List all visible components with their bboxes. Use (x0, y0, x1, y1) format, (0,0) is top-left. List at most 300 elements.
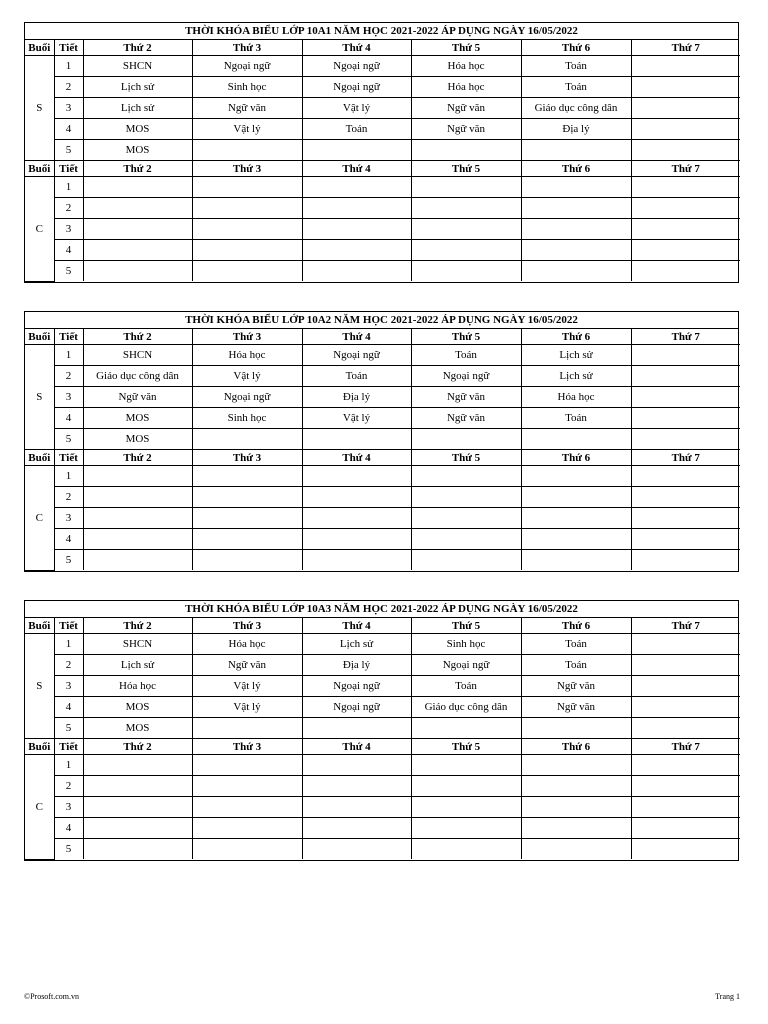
timetable-title: THỜI KHÓA BIỂU LỚP 10A3 NĂM HỌC 2021-2022 ÁP DỤNG NGÀY 16/05/2022 (25, 601, 738, 618)
subject-cell (631, 797, 740, 818)
subject-cell (411, 429, 521, 450)
subject-cell (521, 198, 631, 219)
period-number: 2 (54, 366, 83, 387)
subject-cell: Toán (521, 56, 631, 77)
subject-cell (192, 550, 302, 571)
subject-cell: Hóa học (411, 77, 521, 98)
header-row (25, 40, 740, 56)
subject-cell (83, 240, 192, 261)
subject-cell: Ngữ văn (521, 676, 631, 697)
subject-cell (631, 261, 740, 282)
subject-cell: Lịch sử (83, 98, 192, 119)
column-header: Thứ 4 (302, 618, 411, 634)
subject-cell (302, 240, 411, 261)
subject-cell: Ngoại ngữ (302, 345, 411, 366)
subject-cell: Ngoại ngữ (411, 655, 521, 676)
subject-cell (192, 755, 302, 776)
subject-cell: Toán (521, 408, 631, 429)
subject-cell (521, 508, 631, 529)
subject-cell (192, 776, 302, 797)
subject-cell (83, 550, 192, 571)
period-number: 2 (54, 77, 83, 98)
period-number: 1 (54, 56, 83, 77)
period-row (25, 776, 740, 797)
subject-cell: Ngữ văn (411, 98, 521, 119)
period-number: 2 (54, 655, 83, 676)
subject-cell (521, 140, 631, 161)
subject-cell: Vật lý (192, 676, 302, 697)
column-header: Tiết (54, 161, 83, 177)
subject-cell (631, 466, 740, 487)
subject-cell (192, 240, 302, 261)
subject-cell: MOS (83, 408, 192, 429)
column-header: Thứ 3 (192, 40, 302, 56)
column-header: Buổi (25, 618, 54, 634)
period-row (25, 634, 740, 655)
period-number: 3 (54, 508, 83, 529)
column-header: Thứ 7 (631, 161, 740, 177)
column-header: Thứ 5 (411, 739, 521, 755)
subject-cell: MOS (83, 140, 192, 161)
period-row (25, 697, 740, 718)
subject-cell (83, 529, 192, 550)
subject-cell (631, 198, 740, 219)
subject-cell (631, 776, 740, 797)
subject-cell (192, 818, 302, 839)
period-number: 4 (54, 818, 83, 839)
period-row (25, 177, 740, 198)
session-cell: C (25, 177, 54, 282)
column-header: Thứ 3 (192, 739, 302, 755)
subject-cell (192, 487, 302, 508)
column-header: Thứ 2 (83, 40, 192, 56)
subject-cell (521, 776, 631, 797)
subject-cell: MOS (83, 697, 192, 718)
column-header: Thứ 4 (302, 161, 411, 177)
subject-cell: Toán (302, 119, 411, 140)
period-row (25, 387, 740, 408)
period-row (25, 550, 740, 571)
timetable-title: THỜI KHÓA BIỂU LỚP 10A1 NĂM HỌC 2021-2022 ÁP DỤNG NGÀY 16/05/2022 (25, 23, 738, 40)
subject-cell: Ngữ văn (83, 387, 192, 408)
period-number: 4 (54, 529, 83, 550)
subject-cell (302, 466, 411, 487)
subject-cell: Giáo dục công dân (521, 98, 631, 119)
column-header: Thứ 6 (521, 739, 631, 755)
column-header: Buổi (25, 450, 54, 466)
column-header: Tiết (54, 329, 83, 345)
subject-cell (192, 839, 302, 860)
subject-cell: Ngữ văn (192, 98, 302, 119)
subject-cell (302, 177, 411, 198)
subject-cell (521, 718, 631, 739)
subject-cell: Vật lý (192, 697, 302, 718)
period-row (25, 140, 740, 161)
period-number: 5 (54, 839, 83, 860)
header-row (25, 450, 740, 466)
subject-cell (631, 550, 740, 571)
subject-cell (521, 466, 631, 487)
period-row (25, 429, 740, 450)
subject-cell: Giáo dục công dân (83, 366, 192, 387)
column-header: Thứ 6 (521, 618, 631, 634)
subject-cell: Hóa học (83, 676, 192, 697)
subject-cell (631, 655, 740, 676)
column-header: Thứ 4 (302, 450, 411, 466)
subject-cell (192, 718, 302, 739)
subject-cell (302, 550, 411, 571)
subject-cell (302, 487, 411, 508)
subject-cell (302, 818, 411, 839)
period-row (25, 676, 740, 697)
subject-cell (521, 839, 631, 860)
column-header: Thứ 2 (83, 450, 192, 466)
period-number: 3 (54, 797, 83, 818)
subject-cell (192, 466, 302, 487)
header-row (25, 739, 740, 755)
column-header: Tiết (54, 450, 83, 466)
period-number: 5 (54, 140, 83, 161)
column-header: Buổi (25, 40, 54, 56)
subject-cell (521, 755, 631, 776)
period-number: 3 (54, 676, 83, 697)
subject-cell (83, 797, 192, 818)
subject-cell (631, 508, 740, 529)
timetable-block (24, 22, 739, 283)
column-header: Thứ 3 (192, 161, 302, 177)
subject-cell: Vật lý (302, 408, 411, 429)
subject-cell (631, 487, 740, 508)
subject-cell: MOS (83, 429, 192, 450)
subject-cell (521, 261, 631, 282)
subject-cell (521, 797, 631, 818)
column-header: Thứ 5 (411, 40, 521, 56)
period-number: 3 (54, 387, 83, 408)
subject-cell (631, 177, 740, 198)
subject-cell: Vật lý (192, 366, 302, 387)
column-header: Buổi (25, 161, 54, 177)
subject-cell: Ngoại ngữ (411, 366, 521, 387)
subject-cell (302, 755, 411, 776)
subject-cell: MOS (83, 718, 192, 739)
subject-cell (83, 177, 192, 198)
subject-cell: SHCN (83, 634, 192, 655)
column-header: Buổi (25, 329, 54, 345)
period-number: 5 (54, 261, 83, 282)
subject-cell: Ngữ văn (411, 408, 521, 429)
subject-cell (192, 529, 302, 550)
subject-cell (83, 219, 192, 240)
subject-cell: Ngữ văn (192, 655, 302, 676)
subject-cell: Ngữ văn (411, 387, 521, 408)
subject-cell: Địa lý (521, 119, 631, 140)
subject-cell (521, 550, 631, 571)
subject-cell: Lịch sử (521, 366, 631, 387)
period-row (25, 487, 740, 508)
column-header: Thứ 2 (83, 161, 192, 177)
subject-cell: Ngoại ngữ (192, 56, 302, 77)
subject-cell (302, 140, 411, 161)
subject-cell (192, 177, 302, 198)
subject-cell (83, 487, 192, 508)
subject-cell (631, 718, 740, 739)
subject-cell (83, 755, 192, 776)
subject-cell (83, 261, 192, 282)
period-number: 5 (54, 429, 83, 450)
column-header: Tiết (54, 40, 83, 56)
subject-cell (411, 140, 521, 161)
subject-cell (83, 198, 192, 219)
subject-cell (411, 818, 521, 839)
period-row (25, 240, 740, 261)
period-number: 2 (54, 487, 83, 508)
column-header: Buổi (25, 739, 54, 755)
subject-cell (411, 529, 521, 550)
subject-cell (302, 508, 411, 529)
period-number: 1 (54, 345, 83, 366)
column-header: Thứ 5 (411, 450, 521, 466)
subject-cell (521, 487, 631, 508)
column-header: Thứ 4 (302, 40, 411, 56)
subject-cell: Ngữ văn (521, 697, 631, 718)
column-header: Thứ 2 (83, 618, 192, 634)
subject-cell (631, 387, 740, 408)
column-header: Thứ 2 (83, 329, 192, 345)
session-cell: C (25, 755, 54, 860)
subject-cell: Địa lý (302, 655, 411, 676)
subject-cell: Lịch sử (83, 77, 192, 98)
subject-cell: Ngoại ngữ (192, 387, 302, 408)
subject-cell (631, 818, 740, 839)
period-row (25, 529, 740, 550)
subject-cell (631, 98, 740, 119)
subject-cell (631, 219, 740, 240)
period-number: 2 (54, 198, 83, 219)
subject-cell (521, 219, 631, 240)
column-header: Thứ 2 (83, 739, 192, 755)
subject-cell (411, 198, 521, 219)
subject-cell (411, 508, 521, 529)
period-row (25, 755, 740, 776)
period-number: 5 (54, 550, 83, 571)
subject-cell (411, 240, 521, 261)
subject-cell: Địa lý (302, 387, 411, 408)
column-header: Thứ 5 (411, 329, 521, 345)
subject-cell: Ngoại ngữ (302, 676, 411, 697)
subject-cell (631, 345, 740, 366)
subject-cell: Sinh học (192, 77, 302, 98)
subject-cell: Hóa học (192, 634, 302, 655)
subject-cell (631, 56, 740, 77)
subject-cell (411, 261, 521, 282)
subject-cell (631, 366, 740, 387)
column-header: Tiết (54, 618, 83, 634)
subject-cell (411, 487, 521, 508)
subject-cell (411, 219, 521, 240)
subject-cell (631, 676, 740, 697)
period-number: 1 (54, 466, 83, 487)
period-number: 4 (54, 408, 83, 429)
period-row (25, 366, 740, 387)
period-number: 2 (54, 776, 83, 797)
subject-cell: Lịch sử (83, 655, 192, 676)
period-row (25, 198, 740, 219)
header-row (25, 618, 740, 634)
session-cell: C (25, 466, 54, 571)
period-number: 4 (54, 697, 83, 718)
timetable-block (24, 600, 739, 861)
column-header: Thứ 3 (192, 329, 302, 345)
header-row (25, 161, 740, 177)
subject-cell (302, 529, 411, 550)
period-row (25, 718, 740, 739)
subject-cell (631, 240, 740, 261)
period-number: 3 (54, 219, 83, 240)
subject-cell: Toán (521, 655, 631, 676)
timetable-grid (25, 329, 740, 571)
subject-cell (302, 219, 411, 240)
subject-cell: Ngoại ngữ (302, 77, 411, 98)
subject-cell: MOS (83, 119, 192, 140)
period-number: 5 (54, 718, 83, 739)
subject-cell (302, 429, 411, 450)
subject-cell (411, 839, 521, 860)
subject-cell: Vật lý (302, 98, 411, 119)
subject-cell: Sinh học (192, 408, 302, 429)
subject-cell: Toán (411, 345, 521, 366)
subject-cell (83, 818, 192, 839)
footer-copyright: ©Prosoft.com.vn (24, 992, 79, 1001)
period-row (25, 797, 740, 818)
timetable-title: THỜI KHÓA BIỂU LỚP 10A2 NĂM HỌC 2021-2022 ÁP DỤNG NGÀY 16/05/2022 (25, 312, 738, 329)
subject-cell: Toán (302, 366, 411, 387)
subject-cell: Ngoại ngữ (302, 56, 411, 77)
footer-page-number: Trang 1 (715, 992, 740, 1001)
subject-cell (521, 529, 631, 550)
column-header: Thứ 3 (192, 618, 302, 634)
period-row (25, 508, 740, 529)
subject-cell (83, 839, 192, 860)
period-row (25, 839, 740, 860)
column-header: Thứ 4 (302, 329, 411, 345)
subject-cell (631, 408, 740, 429)
column-header: Thứ 7 (631, 739, 740, 755)
subject-cell: Giáo dục công dân (411, 697, 521, 718)
subject-cell (302, 839, 411, 860)
period-row (25, 219, 740, 240)
subject-cell (192, 198, 302, 219)
session-cell: S (25, 345, 54, 450)
subject-cell: Toán (521, 77, 631, 98)
period-number: 1 (54, 634, 83, 655)
subject-cell (631, 697, 740, 718)
subject-cell: SHCN (83, 56, 192, 77)
subject-cell (631, 140, 740, 161)
period-number: 4 (54, 240, 83, 261)
period-row (25, 98, 740, 119)
subject-cell (411, 718, 521, 739)
subject-cell (521, 240, 631, 261)
timetable-grid (25, 618, 740, 860)
column-header: Thứ 7 (631, 40, 740, 56)
subject-cell (411, 755, 521, 776)
timetable-block (24, 311, 739, 572)
subject-cell: Toán (521, 634, 631, 655)
subject-cell (411, 550, 521, 571)
subject-cell: Vật lý (192, 119, 302, 140)
subject-cell (411, 466, 521, 487)
header-row (25, 329, 740, 345)
subject-cell (83, 466, 192, 487)
period-row (25, 77, 740, 98)
column-header: Thứ 7 (631, 329, 740, 345)
session-cell: S (25, 634, 54, 739)
period-number: 3 (54, 98, 83, 119)
column-header: Thứ 3 (192, 450, 302, 466)
subject-cell (631, 634, 740, 655)
subject-cell (302, 261, 411, 282)
subject-cell: Hóa học (192, 345, 302, 366)
column-header: Thứ 6 (521, 40, 631, 56)
column-header: Thứ 5 (411, 618, 521, 634)
subject-cell: Ngữ văn (411, 119, 521, 140)
subject-cell (192, 508, 302, 529)
period-row (25, 655, 740, 676)
period-number: 1 (54, 755, 83, 776)
subject-cell: Ngoại ngữ (302, 697, 411, 718)
period-number: 4 (54, 119, 83, 140)
column-header: Thứ 6 (521, 450, 631, 466)
subject-cell (521, 818, 631, 839)
subject-cell (631, 119, 740, 140)
period-row (25, 818, 740, 839)
column-header: Thứ 5 (411, 161, 521, 177)
column-header: Thứ 6 (521, 161, 631, 177)
subject-cell (521, 429, 631, 450)
column-header: Thứ 6 (521, 329, 631, 345)
subject-cell (631, 529, 740, 550)
subject-cell: Lịch sử (302, 634, 411, 655)
subject-cell (302, 797, 411, 818)
subject-cell: SHCN (83, 345, 192, 366)
subject-cell (631, 839, 740, 860)
subject-cell (192, 261, 302, 282)
session-cell: S (25, 56, 54, 161)
subject-cell (411, 797, 521, 818)
subject-cell: Hóa học (411, 56, 521, 77)
subject-cell: Hóa học (521, 387, 631, 408)
column-header: Tiết (54, 739, 83, 755)
subject-cell (83, 776, 192, 797)
subject-cell (631, 429, 740, 450)
timetable-grid (25, 40, 740, 282)
subject-cell (83, 508, 192, 529)
subject-cell: Toán (411, 676, 521, 697)
subject-cell (192, 140, 302, 161)
subject-cell (302, 776, 411, 797)
subject-cell: Lịch sử (521, 345, 631, 366)
subject-cell (411, 776, 521, 797)
subject-cell (302, 718, 411, 739)
period-row (25, 56, 740, 77)
column-header: Thứ 7 (631, 618, 740, 634)
subject-cell (631, 77, 740, 98)
period-row (25, 408, 740, 429)
subject-cell (302, 198, 411, 219)
column-header: Thứ 7 (631, 450, 740, 466)
subject-cell: Sinh học (411, 634, 521, 655)
period-row (25, 466, 740, 487)
